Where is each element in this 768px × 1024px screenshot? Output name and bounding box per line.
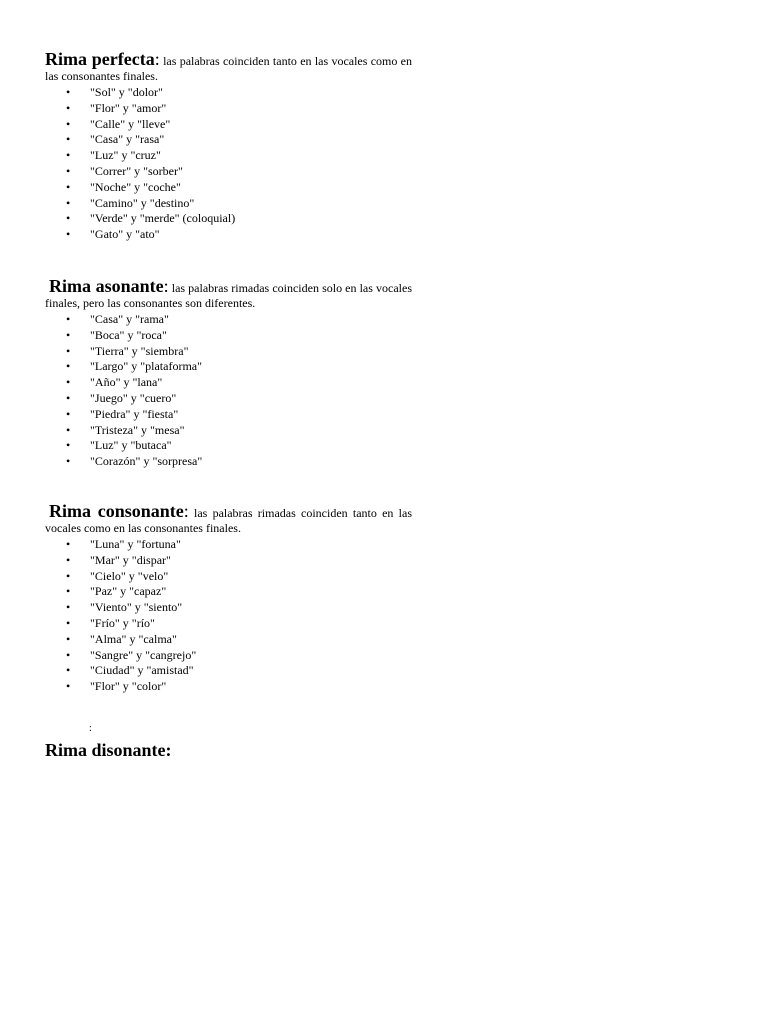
bullet-icon: •: [66, 179, 71, 194]
heading-colon: :: [154, 49, 160, 69]
example-text: "Juego" y "cuero": [90, 390, 177, 405]
example-text: "Luna" y "fortuna": [90, 537, 181, 551]
example-text: "Sangre" y "cangrejo": [90, 647, 197, 662]
bullet-icon: •: [66, 552, 71, 567]
section-heading-rima-disonante: Rima disonante:: [45, 740, 172, 760]
example-text: "Frío" y "río": [90, 615, 155, 630]
list-item: [45, 423, 412, 439]
example-text: "Flor" y "amor": [90, 100, 167, 115]
list-item: [45, 632, 412, 648]
section-rima-asonante: [45, 276, 412, 470]
bullet-icon: •: [66, 359, 71, 374]
example-text: "Calle" y "lleve": [90, 116, 171, 131]
list-item: [45, 312, 412, 328]
list-item: [45, 375, 412, 391]
list-item: [45, 553, 412, 569]
example-text: "Flor" y "color": [90, 679, 167, 694]
list-item: [45, 196, 412, 212]
examples-list: [45, 85, 412, 243]
example-text: "Tierra" y "siembra": [90, 343, 189, 358]
list-item: [45, 211, 412, 227]
example-text: "Alma" y "calma": [90, 631, 177, 646]
bullet-icon: •: [66, 537, 71, 551]
heading-colon: :: [163, 276, 169, 296]
example-text: "Mar" y "dispar": [90, 552, 171, 567]
list-item: [45, 600, 412, 616]
bullet-icon: •: [66, 85, 71, 99]
bullet-icon: •: [66, 631, 71, 646]
bullet-icon: •: [66, 438, 71, 453]
bullet-icon: •: [66, 327, 71, 342]
section-description: las palabras coinciden tanto en las vocales como en las consonantes finales.: [45, 54, 412, 83]
bullet-icon: •: [66, 227, 71, 242]
section-rima-perfecta: [45, 49, 412, 243]
example-text: "Boca" y "roca": [90, 327, 167, 342]
example-text: "Corazón" y "sorpresa": [90, 454, 203, 469]
example-text: "Noche" y "coche": [90, 179, 181, 194]
list-item: [45, 132, 412, 148]
list-item: [45, 344, 412, 360]
bullet-icon: •: [66, 343, 71, 358]
bullet-icon: •: [66, 116, 71, 131]
bullet-icon: •: [66, 600, 71, 615]
section-heading: Rima perfecta: [45, 49, 155, 69]
section-description: las palabras rimadas coinciden solo en las vocales finales, pero las consonantes son diferentes.: [45, 281, 412, 310]
example-text: "Cielo" y "velo": [90, 568, 169, 583]
bullet-icon: •: [66, 422, 71, 437]
bullet-icon: •: [66, 406, 71, 421]
list-item: [45, 180, 412, 196]
list-item: [45, 648, 412, 664]
section-intro: [45, 501, 412, 536]
example-text: "Sol" y "dolor": [90, 85, 163, 99]
section-intro: [45, 49, 412, 84]
bullet-icon: •: [66, 211, 71, 226]
bullet-icon: •: [66, 584, 71, 599]
list-item: [45, 391, 412, 407]
section-heading: Rima asonante: [49, 276, 164, 296]
list-item: [45, 679, 412, 695]
list-item: [45, 328, 412, 344]
list-item: [45, 407, 412, 423]
list-item: [45, 85, 412, 101]
example-text: "Paz" y "capaz": [90, 584, 167, 599]
bullet-icon: •: [66, 454, 71, 469]
example-text: "Casa" y "rasa": [90, 132, 165, 147]
section-rima-consonante: [45, 501, 412, 695]
example-text: "Año" y "lana": [90, 375, 163, 390]
bullet-icon: •: [66, 132, 71, 147]
heading-colon: :: [183, 501, 189, 521]
list-item: [45, 101, 412, 117]
example-text: "Luz" y "cruz": [90, 148, 161, 163]
example-text: "Luz" y "butaca": [90, 438, 172, 453]
example-text: "Gato" y "ato": [90, 227, 160, 242]
list-item: [45, 663, 412, 679]
bullet-icon: •: [66, 615, 71, 630]
example-text: "Viento" y "siento": [90, 600, 183, 615]
bullet-icon: •: [66, 312, 71, 326]
list-item: [45, 359, 412, 375]
examples-list: [45, 312, 412, 470]
bullet-icon: •: [66, 568, 71, 583]
bullet-icon: •: [66, 163, 71, 178]
example-text: "Piedra" y "fiesta": [90, 406, 179, 421]
bullet-icon: •: [66, 100, 71, 115]
list-item: [45, 569, 412, 585]
list-item: [45, 117, 412, 133]
section-intro: [45, 276, 412, 311]
list-item: [45, 148, 412, 164]
bullet-icon: •: [66, 148, 71, 163]
example-text: "Verde" y "merde" (coloquial): [90, 211, 236, 226]
example-text: "Largo" y "plataforma": [90, 359, 203, 374]
bullet-icon: •: [66, 647, 71, 662]
stray-colon: :: [89, 723, 92, 734]
section-heading: Rima consonante: [49, 501, 184, 521]
examples-list: [45, 537, 412, 695]
list-item: [45, 584, 412, 600]
bullet-icon: •: [66, 679, 71, 694]
example-text: "Casa" y "rama": [90, 312, 169, 326]
list-item: [45, 227, 412, 243]
bullet-icon: •: [66, 390, 71, 405]
bullet-icon: •: [66, 195, 71, 210]
list-item: [45, 438, 412, 454]
example-text: "Ciudad" y "amistad": [90, 663, 194, 678]
list-item: [45, 616, 412, 632]
bullet-icon: •: [66, 663, 71, 678]
example-text: "Camino" y "destino": [90, 195, 195, 210]
bullet-icon: •: [66, 375, 71, 390]
section-description: las palabras rimadas coinciden tanto en las vocales como en las consonantes finales.: [45, 506, 412, 535]
example-text: "Correr" y "sorber": [90, 163, 183, 178]
list-item: [45, 164, 412, 180]
list-item: [45, 454, 412, 470]
list-item: [45, 537, 412, 553]
example-text: "Tristeza" y "mesa": [90, 422, 185, 437]
